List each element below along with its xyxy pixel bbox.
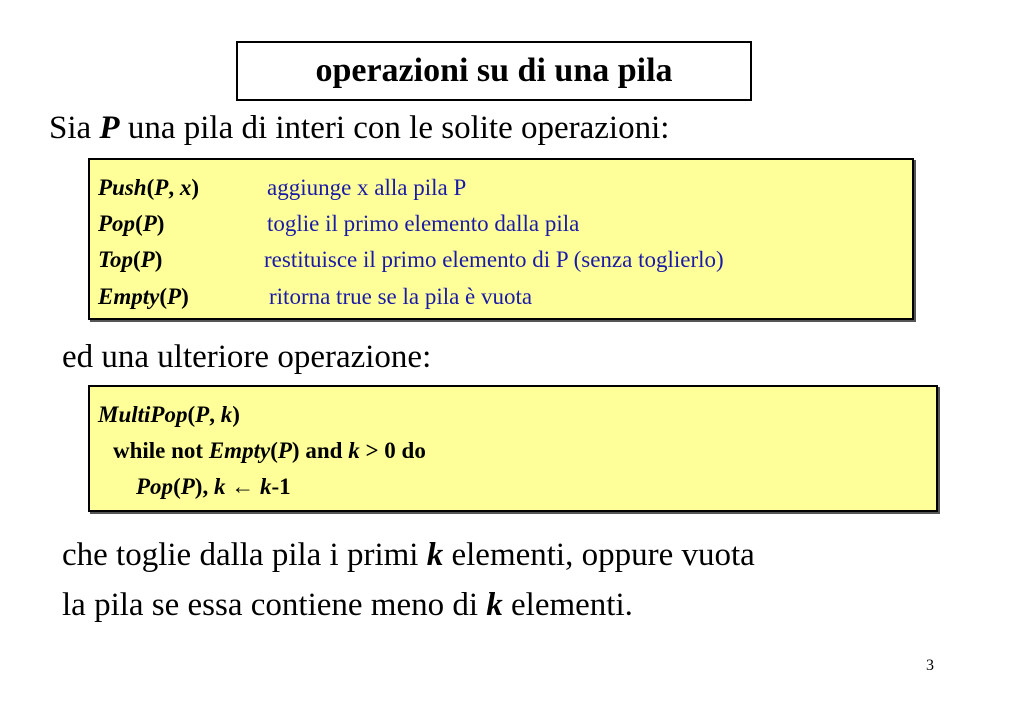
code-condition: > 0 do	[359, 438, 426, 463]
op-arg: P	[154, 175, 169, 200]
page-number: 3	[926, 657, 934, 674]
code-arg: P	[180, 474, 195, 499]
code-arg: P	[277, 438, 292, 463]
operation-signature	[98, 285, 189, 308]
op-arg: P	[140, 247, 155, 272]
code-fn: MultiPop	[98, 402, 188, 427]
operation-description: restituisce il primo elemento di P (senza toglierlo)	[264, 247, 724, 272]
description-text: elementi.	[502, 587, 633, 623]
op-name: Push	[98, 175, 147, 200]
op-paren: (	[132, 247, 141, 272]
description-var: k	[486, 587, 503, 623]
slide-title	[236, 41, 752, 101]
description-line-1	[62, 539, 755, 572]
op-paren: )	[154, 247, 163, 272]
code-var: k	[213, 474, 226, 499]
code-var: k	[259, 474, 272, 499]
intro-post: una pila di interi con le solite operazioni:	[119, 110, 670, 146]
op-paren: (	[159, 284, 168, 309]
operation-description: ritorna true se la pila è vuota	[269, 284, 533, 309]
code-paren: )	[291, 438, 300, 463]
op-arg: x	[179, 175, 192, 200]
slide-title-text: operazioni su di una pila	[315, 52, 673, 89]
intro-var: P	[99, 110, 120, 146]
description-text: elementi, oppure vuota	[443, 537, 755, 573]
description-var: k	[426, 537, 444, 573]
op-name: Top	[98, 247, 133, 272]
intro-pre: Sia	[49, 110, 100, 146]
code-paren: (	[270, 438, 278, 463]
code-arg: P	[195, 402, 210, 427]
description-line-2	[62, 589, 633, 622]
operations-box	[88, 158, 914, 320]
code-fn: Pop	[136, 474, 174, 499]
code-paren: ),	[194, 474, 214, 499]
description-text: la pila se essa contiene meno di	[62, 587, 487, 623]
code-arg: k	[220, 402, 233, 427]
op-arg: P	[167, 284, 182, 309]
code-paren: (	[187, 402, 196, 427]
code-fn: Empty	[208, 438, 271, 463]
intro-line	[49, 112, 669, 145]
operation-description: aggiunge x alla pila P	[267, 175, 467, 200]
code-sep: ,	[209, 402, 221, 427]
op-paren: )	[191, 175, 199, 200]
description-text: che toglie dalla pila i primi	[62, 537, 427, 573]
op-name: Pop	[98, 211, 136, 236]
code-box	[88, 385, 938, 512]
code-line-signature	[98, 403, 240, 426]
code-line-pop	[136, 475, 291, 498]
op-paren: (	[135, 211, 143, 236]
operation-signature	[98, 248, 162, 271]
code-decrement: -1	[271, 474, 291, 499]
assign-arrow-icon: ←	[225, 474, 260, 499]
code-line-while	[113, 439, 426, 462]
op-sep: ,	[168, 175, 180, 200]
op-paren: )	[181, 284, 189, 309]
code-paren: )	[232, 402, 240, 427]
op-name: Empty	[98, 284, 160, 309]
op-paren: )	[156, 211, 165, 236]
op-paren: (	[146, 175, 155, 200]
code-keyword: while not	[113, 438, 209, 463]
code-var: k	[348, 438, 360, 463]
code-paren: (	[173, 474, 181, 499]
operation-signature	[98, 176, 199, 199]
operation-description: toglie il primo elemento dalla pila	[267, 211, 580, 236]
extra-heading: ed una ulteriore operazione:	[62, 339, 432, 375]
op-arg: P	[142, 211, 157, 236]
code-keyword: and	[299, 438, 349, 463]
operation-signature	[98, 212, 164, 235]
